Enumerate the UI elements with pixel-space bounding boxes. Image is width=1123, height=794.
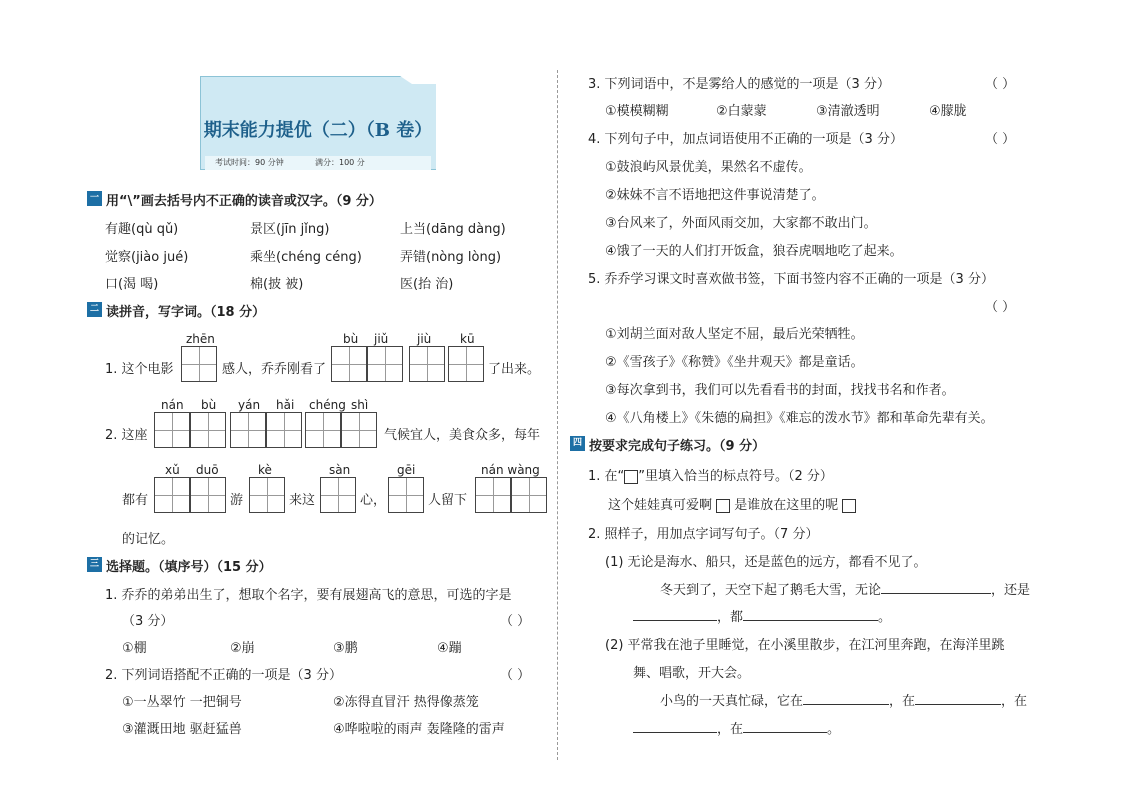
fill-text: ，都	[717, 610, 744, 625]
answer-blank[interactable]	[743, 608, 878, 621]
char-grid[interactable]	[181, 346, 217, 382]
option: ①模模糊糊	[605, 104, 669, 119]
fill-text: 小鸟的一天真忙碌，它在	[660, 694, 804, 709]
char-grid[interactable]	[190, 412, 226, 448]
pinyin: xǔ	[165, 463, 180, 477]
pinyin: bù	[343, 332, 359, 346]
answer-blank[interactable]	[743, 720, 827, 733]
char-grid[interactable]	[331, 346, 367, 382]
option: ④《八角楼上》《朱德的扁担》《难忘的泼水节》都和革命先辈有关。	[605, 411, 994, 426]
answer-blank[interactable]	[803, 692, 889, 705]
option: ②《雪孩子》《称赞》《坐井观天》都是童话。	[605, 355, 864, 370]
pinyin: nán wàng	[481, 463, 540, 477]
option: ②白蒙蒙	[716, 104, 767, 119]
option: ④朦胧	[929, 104, 967, 119]
punctuation-box[interactable]	[716, 499, 730, 513]
char-grid[interactable]	[409, 346, 445, 382]
question-text: 都有	[122, 493, 149, 508]
answer-paren[interactable]: （ ）	[985, 300, 1016, 315]
answer-paren[interactable]: （ ）	[500, 614, 531, 629]
phonetic-item: 乘坐(chéng céng)	[250, 250, 362, 265]
fill-sentence	[660, 579, 1030, 598]
section-number-icon: 四	[570, 436, 585, 451]
question-text: （3 分）	[122, 614, 174, 629]
char-grid[interactable]	[511, 477, 547, 513]
char-grid[interactable]	[230, 412, 266, 448]
option: ④饿了一天的人们打开饭盒，狼吞虎咽地吃了起来。	[605, 244, 903, 259]
question-text: 2. 这座	[105, 428, 148, 443]
fill-text: 冬天到了，天空下起了鹅毛大雪，无论	[660, 583, 882, 598]
option: ④哗啦啦的雨声 轰隆隆的雷声	[333, 722, 505, 737]
answer-blank[interactable]	[633, 608, 717, 621]
char-grid[interactable]	[388, 477, 424, 513]
punctuation-box[interactable]	[842, 499, 856, 513]
phonetic-item: 弄错(nòng lòng)	[400, 250, 502, 265]
option: ②妹妹不言不语地把这件事说清楚了。	[605, 188, 825, 203]
pinyin: duō	[196, 463, 219, 477]
option: ③台风来了，外面风雨交加，大家都不敢出门。	[605, 216, 877, 231]
pinyin: kū	[460, 332, 475, 346]
answer-blank[interactable]	[915, 692, 1001, 705]
option: ①一丛翠竹 一把铜号	[122, 695, 242, 710]
section4-title: 按要求完成句子练习。（9 分）	[589, 439, 766, 454]
pinyin: jiǔ	[374, 332, 389, 346]
fill-text: ，在	[717, 722, 744, 737]
pinyin: nán	[161, 398, 184, 412]
char-grid[interactable]	[249, 477, 285, 513]
q1-text-a: 1. 在“	[588, 469, 625, 484]
option: ③每次拿到书，我们可以先看看书的封面，找找书名和作者。	[605, 383, 955, 398]
pinyin: chéng	[309, 398, 346, 412]
pinyin: shì	[351, 398, 369, 412]
pinyin: bù	[201, 398, 217, 412]
char-grid[interactable]	[448, 346, 484, 382]
fill-text: ，还是	[991, 583, 1031, 598]
fill-text: ，在	[1001, 694, 1028, 709]
question-text	[588, 465, 833, 484]
column-divider	[557, 70, 558, 760]
pinyin: jiù	[417, 332, 432, 346]
question-text: 人留下	[428, 493, 468, 508]
question-text: 1. 这个电影	[105, 362, 174, 377]
fill-sentence	[633, 606, 891, 625]
option: ②冻得直冒汗 热得像蒸笼	[333, 695, 479, 710]
question-text: 心，	[360, 493, 387, 508]
page-title: 期末能力提优（二）（B 卷）	[203, 120, 433, 141]
char-grid[interactable]	[190, 477, 226, 513]
answer-blank[interactable]	[633, 720, 717, 733]
answer-paren[interactable]: （ ）	[985, 132, 1016, 147]
question-text: 3. 下列词语中，不是雾给人的感觉的一项是（3 分）	[588, 77, 890, 92]
section-number-icon: 二	[87, 302, 102, 317]
example-sentence: (1) 无论是海水、船只，还是蓝色的远方，都看不见了。	[605, 555, 927, 570]
phonetic-item: 景区(jīn jǐng)	[250, 222, 330, 237]
char-grid[interactable]	[305, 412, 341, 448]
char-grid[interactable]	[367, 346, 403, 382]
pinyin: gēi	[397, 463, 416, 477]
question-text: 游	[230, 493, 244, 508]
question-text: 2. 照样子，用加点字词写句子。（7 分）	[588, 527, 819, 542]
sentence-part: 是谁放在这里的呢	[734, 498, 839, 513]
question-text: 1. 乔乔的弟弟出生了，想取个名字，要有展翅高飞的意思，可选的字是	[105, 588, 512, 603]
option: ①鼓浪屿风景优美，果然名不虚传。	[605, 160, 812, 175]
section2-title: 读拼音，写字词。（18 分）	[106, 305, 266, 320]
phonetic-item: 医(抬 治)	[400, 277, 454, 292]
fill-text: ，在	[889, 694, 916, 709]
exam-score: 满分：100 分	[315, 158, 365, 167]
pinyin: sàn	[329, 463, 351, 477]
question-text: 的记忆。	[122, 532, 175, 547]
fill-text: 。	[827, 722, 841, 737]
option: ③清澈透明	[816, 104, 880, 119]
char-grid[interactable]	[341, 412, 377, 448]
option: ①刘胡兰面对敌人坚定不屈，最后光荣牺牲。	[605, 327, 864, 342]
question-text: 了出来。	[488, 362, 541, 377]
phonetic-item: 口(渴 喝)	[105, 277, 159, 292]
option: ③灌溉田地 驱赶猛兽	[122, 722, 242, 737]
example-sentence: (2) 平常我在池子里睡觉，在小溪里散步，在江河里奔跑，在海洋里跳	[605, 638, 1005, 653]
question-text: 气候宜人，美食众多，每年	[384, 428, 541, 443]
pinyin: zhēn	[186, 332, 215, 346]
example-sentence: 舞、唱歌，开大会。	[633, 666, 751, 681]
section-number-icon: 一	[87, 191, 102, 206]
phonetic-item: 上当(dāng dàng)	[400, 222, 506, 237]
section-number-icon: 三	[87, 557, 102, 572]
pinyin: yán	[238, 398, 261, 412]
fill-sentence	[633, 718, 840, 737]
exam-info	[205, 156, 431, 170]
option: ②崩	[230, 641, 255, 656]
char-grid[interactable]	[266, 412, 302, 448]
section1-title: 用“\”画去括号内不正确的读音或汉字。（9 分）	[106, 194, 382, 209]
option: ③鹏	[333, 641, 358, 656]
question-text: 4. 下列句子中，加点词语使用不正确的一项是（3 分）	[588, 132, 903, 147]
section3-title: 选择题。（填序号）（15 分）	[106, 560, 272, 575]
answer-paren[interactable]: （ ）	[985, 77, 1016, 92]
char-grid[interactable]	[320, 477, 356, 513]
char-grid[interactable]	[475, 477, 511, 513]
square-icon	[624, 470, 638, 484]
punctuation-sentence	[608, 494, 856, 513]
answer-paren[interactable]: （ ）	[500, 668, 531, 683]
answer-blank[interactable]	[881, 581, 991, 594]
question-text: 感人，乔乔刚看了	[222, 362, 327, 377]
option: ①棚	[122, 641, 147, 656]
exam-time: 考试时间：90 分钟	[215, 158, 284, 167]
char-grid[interactable]	[154, 477, 190, 513]
option: ④蹦	[437, 641, 462, 656]
fill-sentence	[660, 690, 1027, 709]
q1-text-b: ”里填入恰当的标点符号。（2 分）	[638, 469, 833, 484]
phonetic-item: 棉(披 被)	[250, 277, 304, 292]
question-text: 来这	[289, 493, 316, 508]
pinyin: hǎi	[276, 398, 295, 412]
sentence-part: 这个娃娃真可爱啊	[608, 498, 713, 513]
question-text: 2. 下列词语搭配不正确的一项是（3 分）	[105, 668, 342, 683]
question-text: 5. 乔乔学习课文时喜欢做书签，下面书签内容不正确的一项是（3 分）	[588, 272, 994, 287]
phonetic-item: 觉察(jiào jué)	[105, 250, 189, 265]
fill-text: 。	[878, 610, 892, 625]
phonetic-item: 有趣(qù qǔ)	[105, 222, 179, 237]
pinyin: kè	[258, 463, 272, 477]
char-grid[interactable]	[154, 412, 190, 448]
